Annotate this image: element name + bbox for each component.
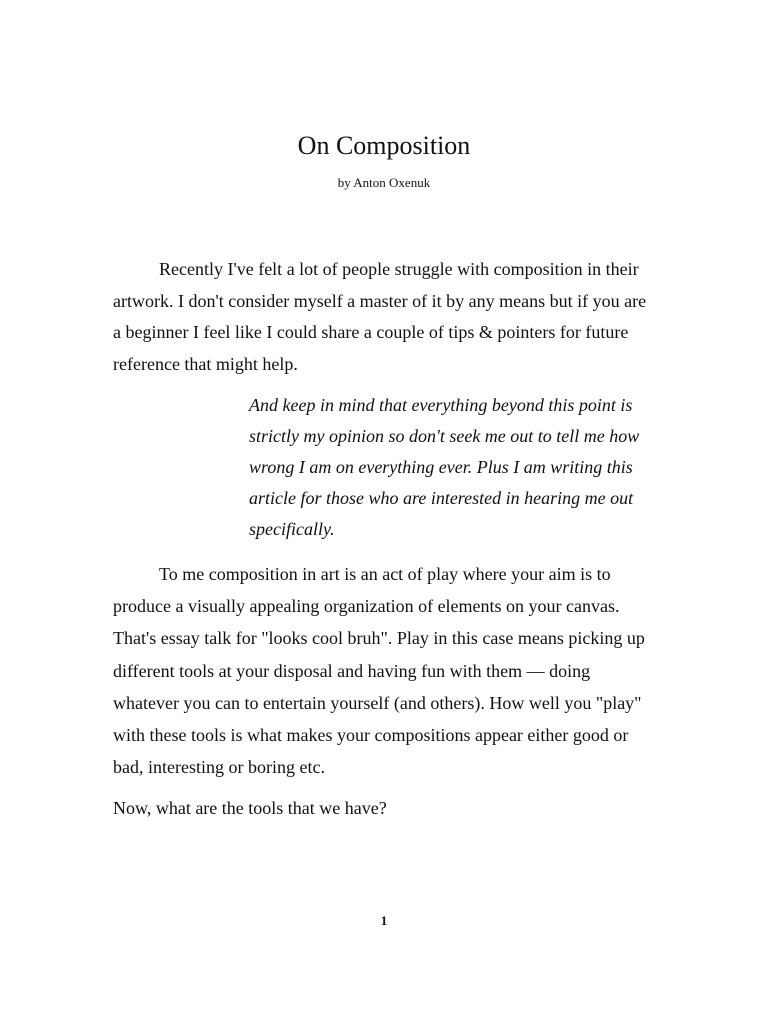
page-number: 1 [380,913,388,928]
question-paragraph: Now, what are the tools that we have? [113,798,387,818]
disclaimer-quote: And keep in mind that everything beyond this point is strictly my opinion so don't seek me out to tell me how wrong I am on everything ever. Plus I am writing this article for those who are interested in hearing me out specifically. [249,395,640,539]
author-byline: by Anton Oxenuk [337,175,431,190]
intro-paragraph: Recently I've felt a lot of people struggle with composition in their artwork. I don't consider myself a master of it by any means but if you are a beginner I feel like I could share a couple of tips & pointers for future reference that might help. [113,259,647,374]
document-title: On Composition [297,131,471,160]
definition-paragraph: To me composition in art is an act of play where your aim is to produce a visually appealing organization of elements on your canvas. That's essay talk for "looks cool bruh". Play in this case means picking up different tools at your disposal and having fun with them — doing whatever you can to entertain yourself (and others). How well you "play" with these tools is what makes your compositions appear either good or bad, interesting or boring etc. [113,564,645,778]
